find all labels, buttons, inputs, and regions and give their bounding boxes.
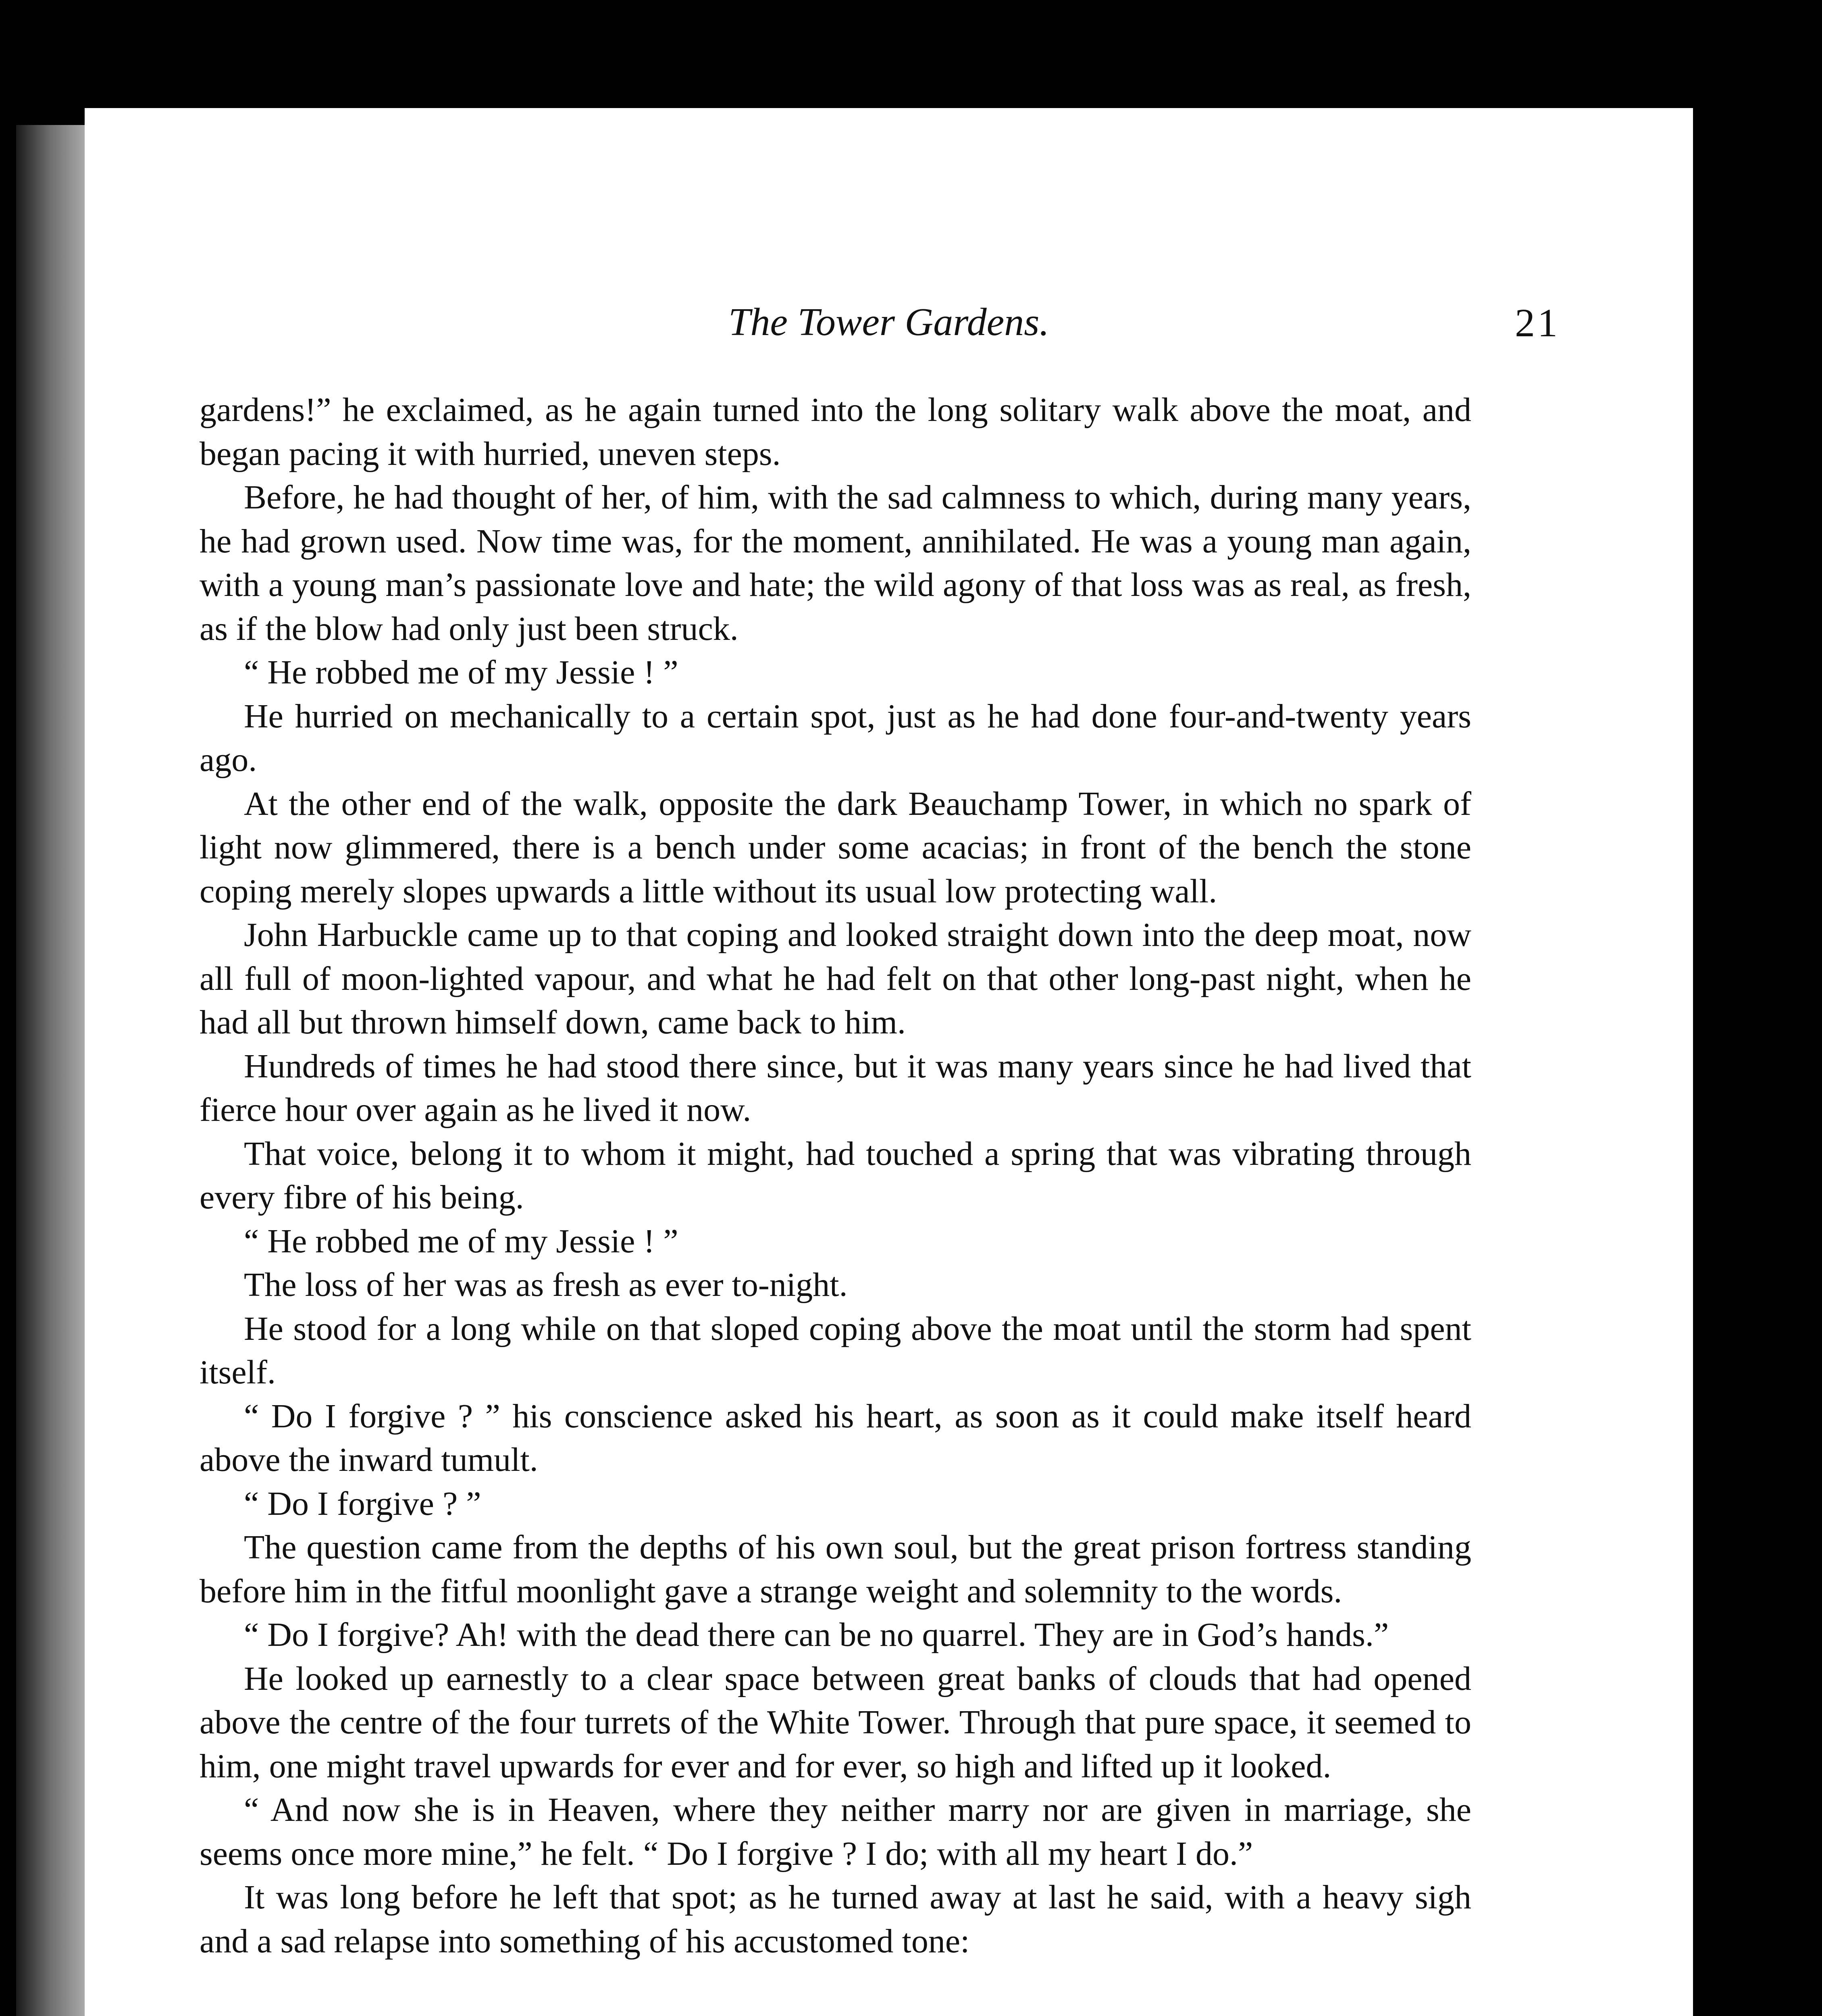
paragraph: Hundreds of times he had stood there since, but it was many years since he had lived that fierce hour over again as he lived it now. bbox=[200, 1047, 1471, 1129]
paragraph: He hurried on mechanically to a certain spot, just as he had done four-and-twenty years ago. bbox=[200, 697, 1471, 779]
page-number: 21 bbox=[1515, 300, 1560, 345]
paragraph: “ He robbed me of my Jessie ! ” bbox=[244, 654, 678, 691]
paragraph: He stood for a long while on that sloped coping above the moat until the storm had spent itself. bbox=[200, 1310, 1471, 1391]
running-title: The Tower Gardens. bbox=[728, 300, 1049, 344]
paragraph: “ Do I forgive? Ah! with the dead there can be no quarrel. They are in God’s hands.” bbox=[244, 1616, 1389, 1654]
paragraph: gardens!” he exclaimed, as he again turned into the long solitary walk above the moat, and began pacing it with hurried, uneven steps. bbox=[200, 391, 1471, 473]
paragraph: The loss of her was as fresh as ever to-night. bbox=[244, 1266, 848, 1304]
book-page bbox=[85, 108, 1693, 2016]
paragraph: At the other end of the walk, opposite the dark Beauchamp Tower, in which no spark of light now glimmered, there is a bench under some acacias; in front of the bench the stone coping merely slopes upwards a little without its usual low protecting wall. bbox=[200, 785, 1471, 910]
paragraph: He looked up earnestly to a clear space between great banks of clouds that had opened above the centre of the four turrets of the White Tower. Through that pure space, it seemed to him, one might travel upwards for ever and for ever, so high and lifted up it looked. bbox=[200, 1660, 1471, 1785]
paragraph: “ Do I forgive ? ” bbox=[244, 1485, 481, 1522]
paragraph: The question came from the depths of his own soul, but the great prison fortress standing before him in the fitful moonlight gave a strange weight and solemnity to the words. bbox=[200, 1529, 1471, 1610]
page-header bbox=[85, 300, 1693, 356]
paragraph: John Harbuckle came up to that coping and looked straight down into the deep moat, now all full of moon-lighted vapour, and what he had felt on that other long-past night, when he had all but thrown himself down, came back to him. bbox=[200, 916, 1471, 1041]
paragraph: “ And now she is in Heaven, where they neither marry nor are given in marriage, she seems once more mine,” he felt. “ Do I forgive ? I do; with all my heart I do.” bbox=[200, 1791, 1471, 1872]
paragraph: “ He robbed me of my Jessie ! ” bbox=[244, 1222, 678, 1260]
paragraph: Before, he had thought of her, of him, with the sad calmness to which, during many years, he had grown used. Now time was, for the moment, annihilated. He was a young man again, with a young man’s passionate love and hate; the wild agony of that loss was as real, as fresh, as if the blow had only just been struck. bbox=[200, 479, 1471, 648]
paragraph: “ Do I forgive ? ” his conscience asked his heart, as soon as it could make itself heard above the inward tumult. bbox=[200, 1397, 1471, 1479]
body-text bbox=[200, 388, 1471, 1963]
paragraph: That voice, belong it to whom it might, had touched a spring that was vibrating through every fibre of his being. bbox=[200, 1135, 1471, 1216]
paragraph: It was long before he left that spot; as he turned away at last he said, with a heavy sigh and a sad relapse into something of his accustomed tone: bbox=[200, 1879, 1471, 1960]
